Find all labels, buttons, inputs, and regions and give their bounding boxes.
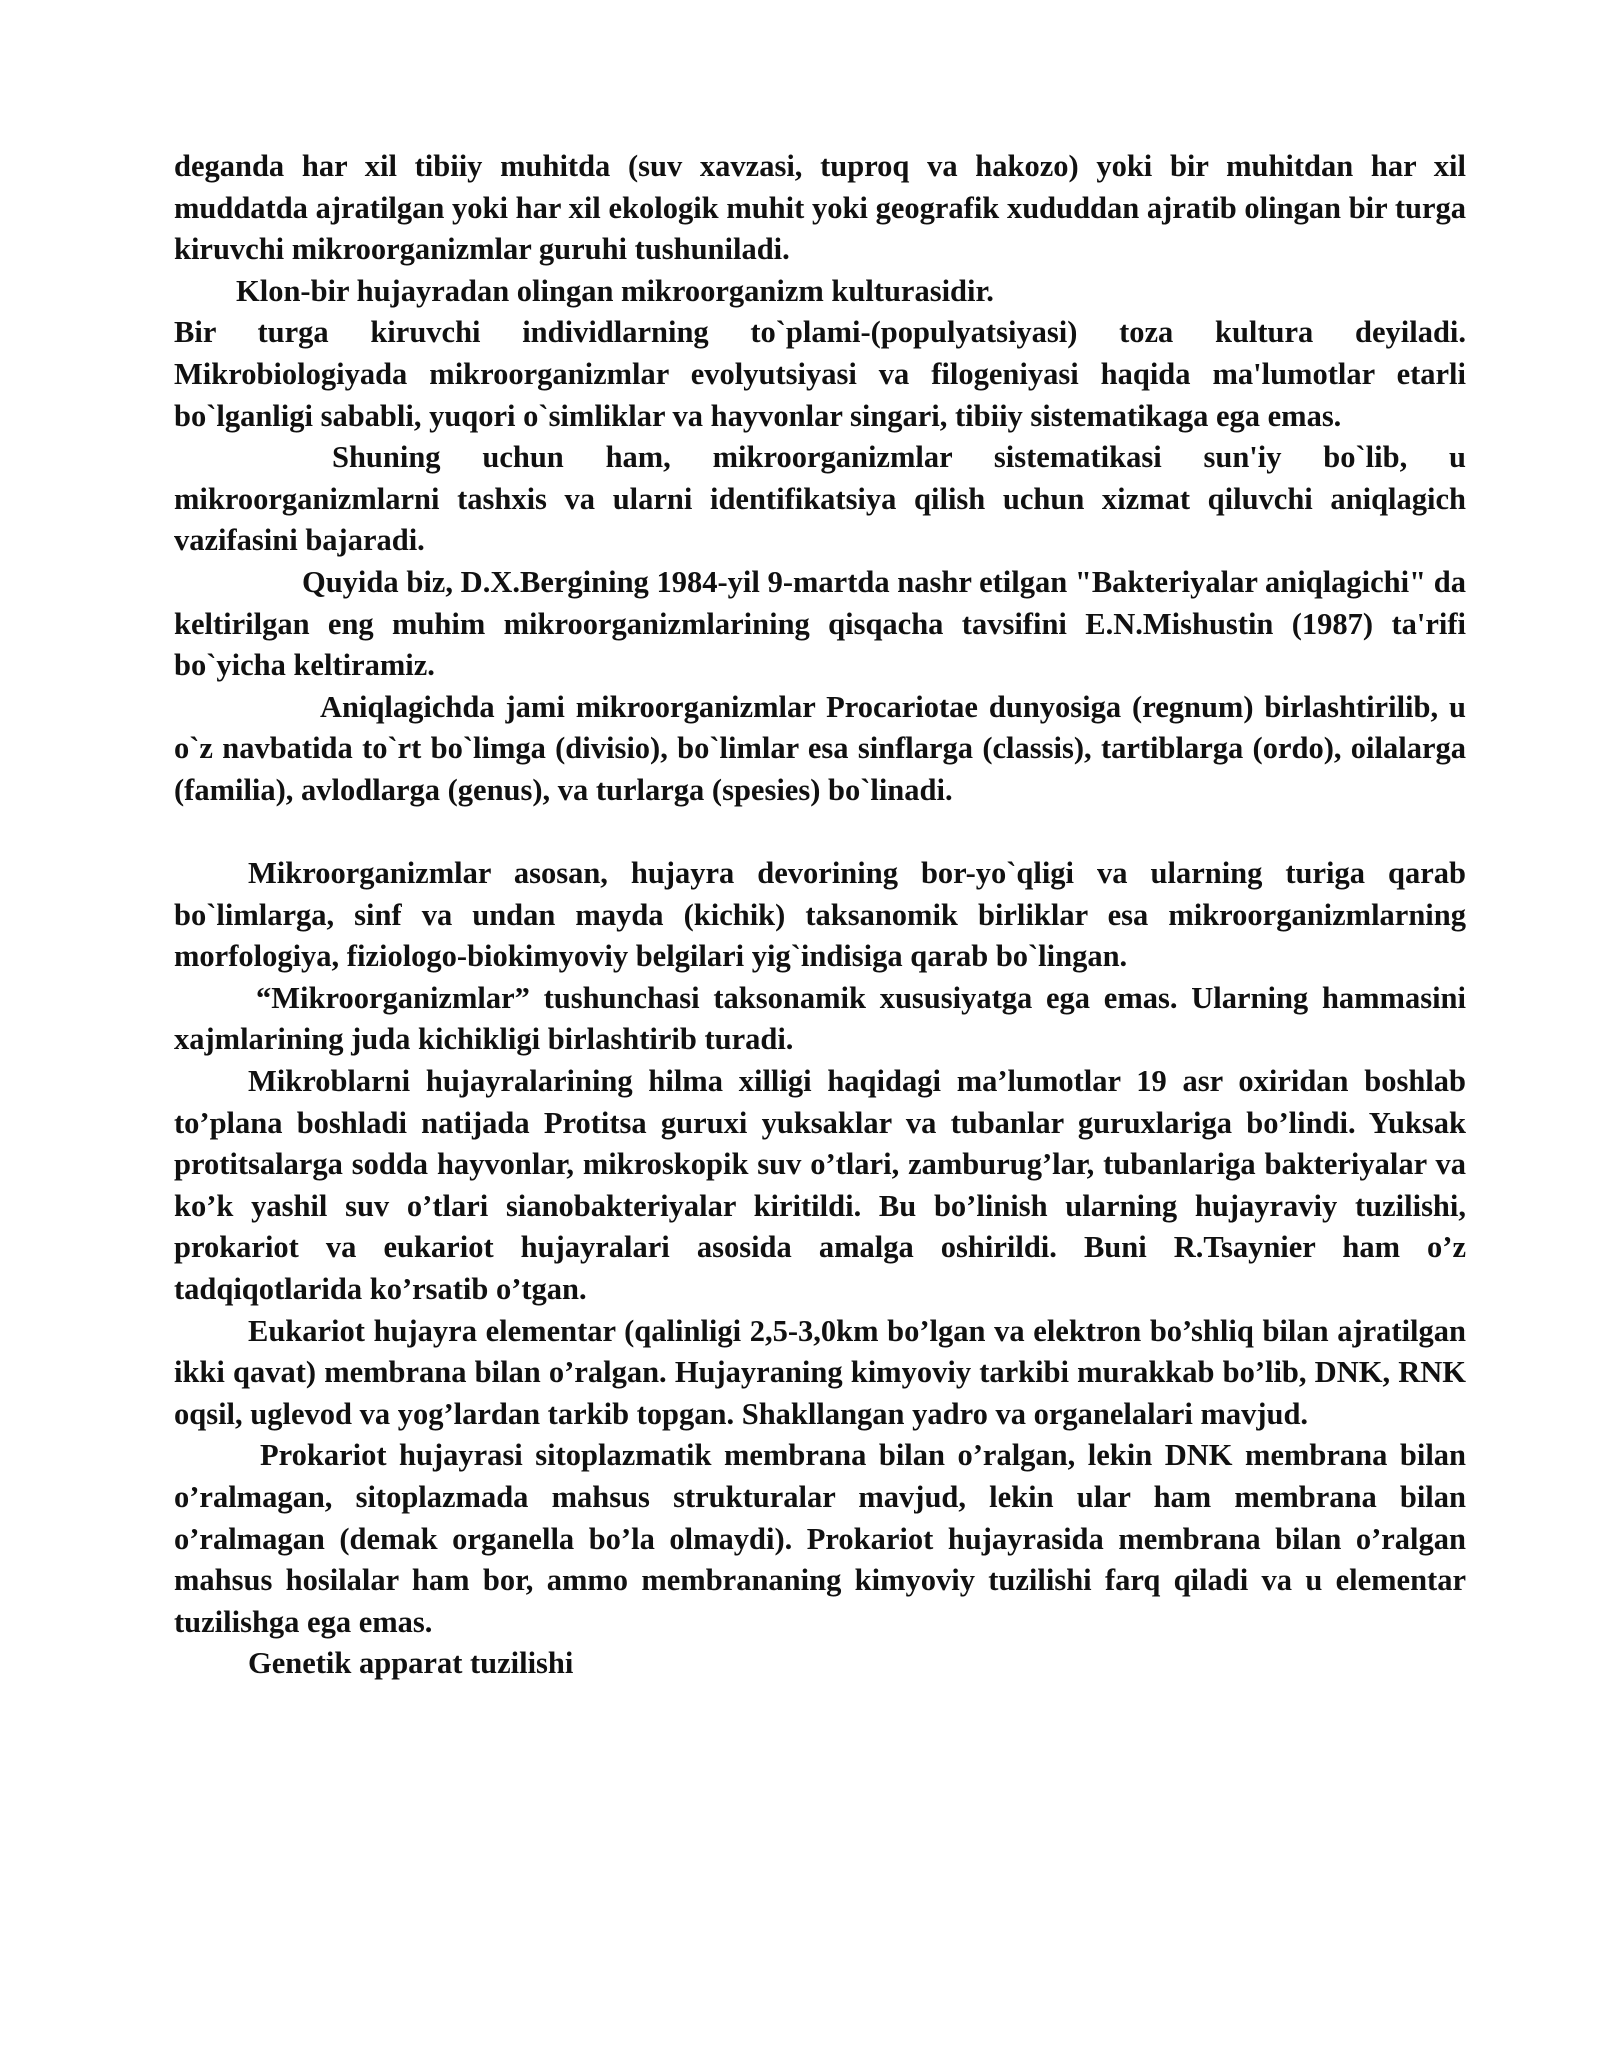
- paragraph-toza-kultura: Bir turga kiruvchi individlarning to`plami-(populyatsiyasi) toza kultura deyiladi. Mikrobiologiyada mikroorganizmlar evolyutsiyasi va filogeniyasi haqida ma'lumotlar etarli bo`lganligi sababli, yuqori o`simliklar va hayvonlar singari, tibiiy sistematikaga ega emas.: [174, 315, 1466, 433]
- paragraph-sistematika: Shuning uchun ham, mikroorganizmlar sistematikasi sun'iy bo`lib, u mikroorganizmlarni tashxis va ularni identifikatsiya qilish uchun xizmat qiluvchi aniqlagich vazifasini bajaradi.: [174, 440, 1466, 558]
- paragraph-aniqlagich: Aniqlagichda jami mikroorganizmlar Procariotae dunyosiga (regnum) birlashtirilib, u o`z navbatida to`rt bo`limga (divisio), bo`limlar esa sinflarga (classis), tartiblarga (ordo), oilalarga (familia), avlodlarga (genus), va turlarga (spesies) bo`linadi.: [174, 689, 1466, 807]
- paragraph-genetik-apparat: Genetik apparat tuzilishi: [248, 1646, 574, 1681]
- paragraph-tushuncha: “Mikroorganizmlar” tushunchasi taksonamik xususiyatga ega emas. Ularning hammasini xajmlarining juda kichikligi birlashtirib turadi.: [174, 980, 1466, 1057]
- paragraph-bo-limlar: Mikroorganizmlar asosan, hujayra devorining bor-yo`qligi va ularning turiga qarab bo`limlarga, sinf va undan mayda (kichik) taksanomik birliklar esa mikroorganizmlarning morfologiya, fiziologo-biokimyoviy belgilari yig`indisiga qarab bo`lingan.: [174, 856, 1466, 974]
- document-page: [174, 146, 1466, 1685]
- paragraph-prokariot: Prokariot hujayrasi sitoplazmatik membrana bilan o’ralgan, lekin DNK membrana bilan o’ralmagan, sitoplazmada mahsus strukturalar mavjud, lekin ular ham membrana bilan o’ralmagan (demak organella bo’la olmaydi). Prokariot hujayrasida membrana bilan o’ralgan mahsus hosilalar ham bor, ammo membrananing kimyoviy tuzilishi farq qiladi va u elementar tuzilishga ega emas.: [174, 1438, 1466, 1639]
- paragraph-gap: [174, 812, 1466, 854]
- paragraph-mikroblar: Mikroblarni hujayralarining hilma xilligi haqidagi ma’lumotlar 19 asr oxiridan boshlab to’plana boshladi natijada Protitsa guruxi yuksaklar va tubanlar guruxlariga bo’lindi. Yuksak protitsalarga sodda hayvonlar, mikroskopik suv o’tlari, zamburug’lar, tubanlariga bakteriyalar va ko’k yashil suv o’tlari sianobakteriyalar kiritildi. Bu bo’linish ularning hujayraviy tuzilishi, prokariot va eukariot hujayralari asosida amalga oshirildi. Buni R.Tsaynier ham o’z tadqiqotlarida ko’rsatib o’tgan.: [174, 1064, 1466, 1307]
- paragraph-continuation: deganda har xil tibiiy muhitda (suv xavzasi, tuproq va hakozo) yoki bir muhitdan har xil muddatda ajratilgan yoki har xil ekologik muhit yoki geografik xududdan ajratib olingan bir turga kiruvchi mikroorganizmlar guruhi tushuniladi.: [174, 149, 1466, 267]
- paragraph-eukariot: Eukariot hujayra elementar (qalinligi 2,5-3,0km bo’lgan va elektron bo’shliq bilan ajratilgan ikki qavat) membrana bilan o’ralgan. Hujayraning kimyoviy tarkibi murakkab bo’lib, DNK, RNK oqsil, uglevod va yog’lardan tarkib topgan. Shakllangan yadro va organelalari mavjud.: [174, 1313, 1466, 1431]
- paragraph-bergi: Quyida biz, D.X.Bergining 1984-yil 9-martda nashr etilgan "Bakteriyalar aniqlagichi" da keltirilgan eng muhim mikroorganizmlarining qisqacha tavsifini E.N.Mishustin (1987) ta'rifi bo`yicha keltiramiz.: [174, 564, 1466, 683]
- paragraph-klon: Klon-bir hujayradan olingan mikroorganizm kulturasidir.: [236, 273, 994, 308]
